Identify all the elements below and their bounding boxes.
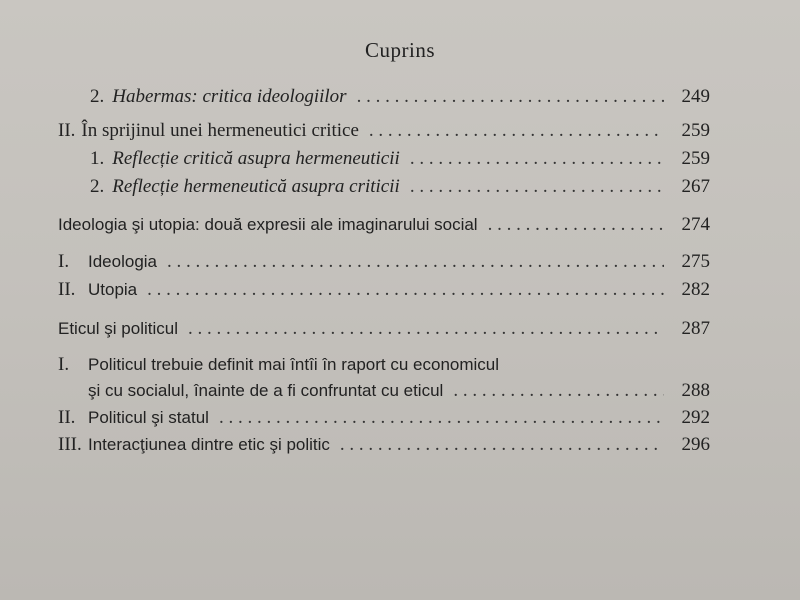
toc-entry-number: 2. xyxy=(90,86,105,107)
toc-entry xyxy=(58,279,710,301)
toc-entry-number: II. xyxy=(58,279,76,300)
toc-entry-page: 259 xyxy=(681,120,710,141)
toc-entry xyxy=(90,86,710,108)
toc-leader-dots xyxy=(410,148,664,170)
toc-entry-number: II. xyxy=(58,120,76,141)
toc-entry-title: Reflecție critică asupra hermeneuticii xyxy=(112,148,400,169)
toc-leader-dots xyxy=(488,214,664,236)
toc-entry-number: 1. xyxy=(90,148,105,169)
toc-leader-dots xyxy=(453,380,664,402)
toc-entry xyxy=(90,176,710,198)
toc-entry-page: 275 xyxy=(681,251,710,272)
toc-entry-title: Ideologia şi utopia: două expresii ale imaginarului social xyxy=(58,215,478,234)
toc-entry-number: II. xyxy=(58,407,76,428)
toc-entry-number: I. xyxy=(58,251,70,272)
toc-leader-dots xyxy=(147,279,664,301)
toc-entry-page: 259 xyxy=(681,148,710,169)
toc-entry-title: Politicul trebuie definit mai întîi în raport cu economicul xyxy=(88,355,500,374)
toc-entry-line1 xyxy=(58,354,710,376)
toc-entry xyxy=(58,214,710,236)
toc-entry-title: Habermas: critica ideologiilor xyxy=(112,86,347,107)
toc-entry-page: 274 xyxy=(681,214,710,235)
toc-entry-number: III. xyxy=(58,434,82,455)
toc-entry-line2 xyxy=(88,380,710,402)
toc-entry-page: 249 xyxy=(681,86,710,107)
toc-leader-dots xyxy=(340,434,664,456)
toc-entry-title: Politicul şi statul xyxy=(88,408,209,427)
toc-entry-title: Utopia xyxy=(88,280,138,299)
toc-entry xyxy=(58,251,710,273)
toc-entry-title-continued: şi cu socialul, înainte de a fi confruntat cu eticul xyxy=(88,381,444,400)
toc-entry-number: 2. xyxy=(90,176,105,197)
toc-entry-title: Interacţiunea dintre etic şi politic xyxy=(88,435,330,454)
toc-entry-title: În sprijinul unei hermeneutici critice xyxy=(81,120,359,141)
toc-leader-dots xyxy=(357,86,664,108)
toc-entry xyxy=(58,120,710,142)
toc-entry-title: Eticul şi politicul xyxy=(58,319,178,338)
toc-entry xyxy=(58,407,710,429)
toc-entry xyxy=(90,148,710,170)
toc-entry-page: 292 xyxy=(681,407,710,428)
toc-entry xyxy=(58,318,710,340)
toc-leader-dots xyxy=(369,120,664,142)
toc-entry-number: I. xyxy=(58,354,70,375)
toc-entry-page: 287 xyxy=(681,318,710,339)
toc-entry-page: 267 xyxy=(681,176,710,197)
toc-entry-page: 288 xyxy=(681,380,710,401)
toc-entry-page: 282 xyxy=(681,279,710,300)
toc-leader-dots xyxy=(188,318,664,340)
toc-entry xyxy=(58,434,710,456)
toc-leader-dots xyxy=(410,176,664,198)
toc-entry-title: Ideologia xyxy=(88,252,158,271)
toc-entry-title: Reflecție hermeneutică asupra criticii xyxy=(112,176,400,197)
toc-entry-page: 296 xyxy=(681,434,710,455)
toc-leader-dots xyxy=(167,251,664,273)
page-title: Cuprins xyxy=(364,38,435,62)
toc-leader-dots xyxy=(219,407,664,429)
